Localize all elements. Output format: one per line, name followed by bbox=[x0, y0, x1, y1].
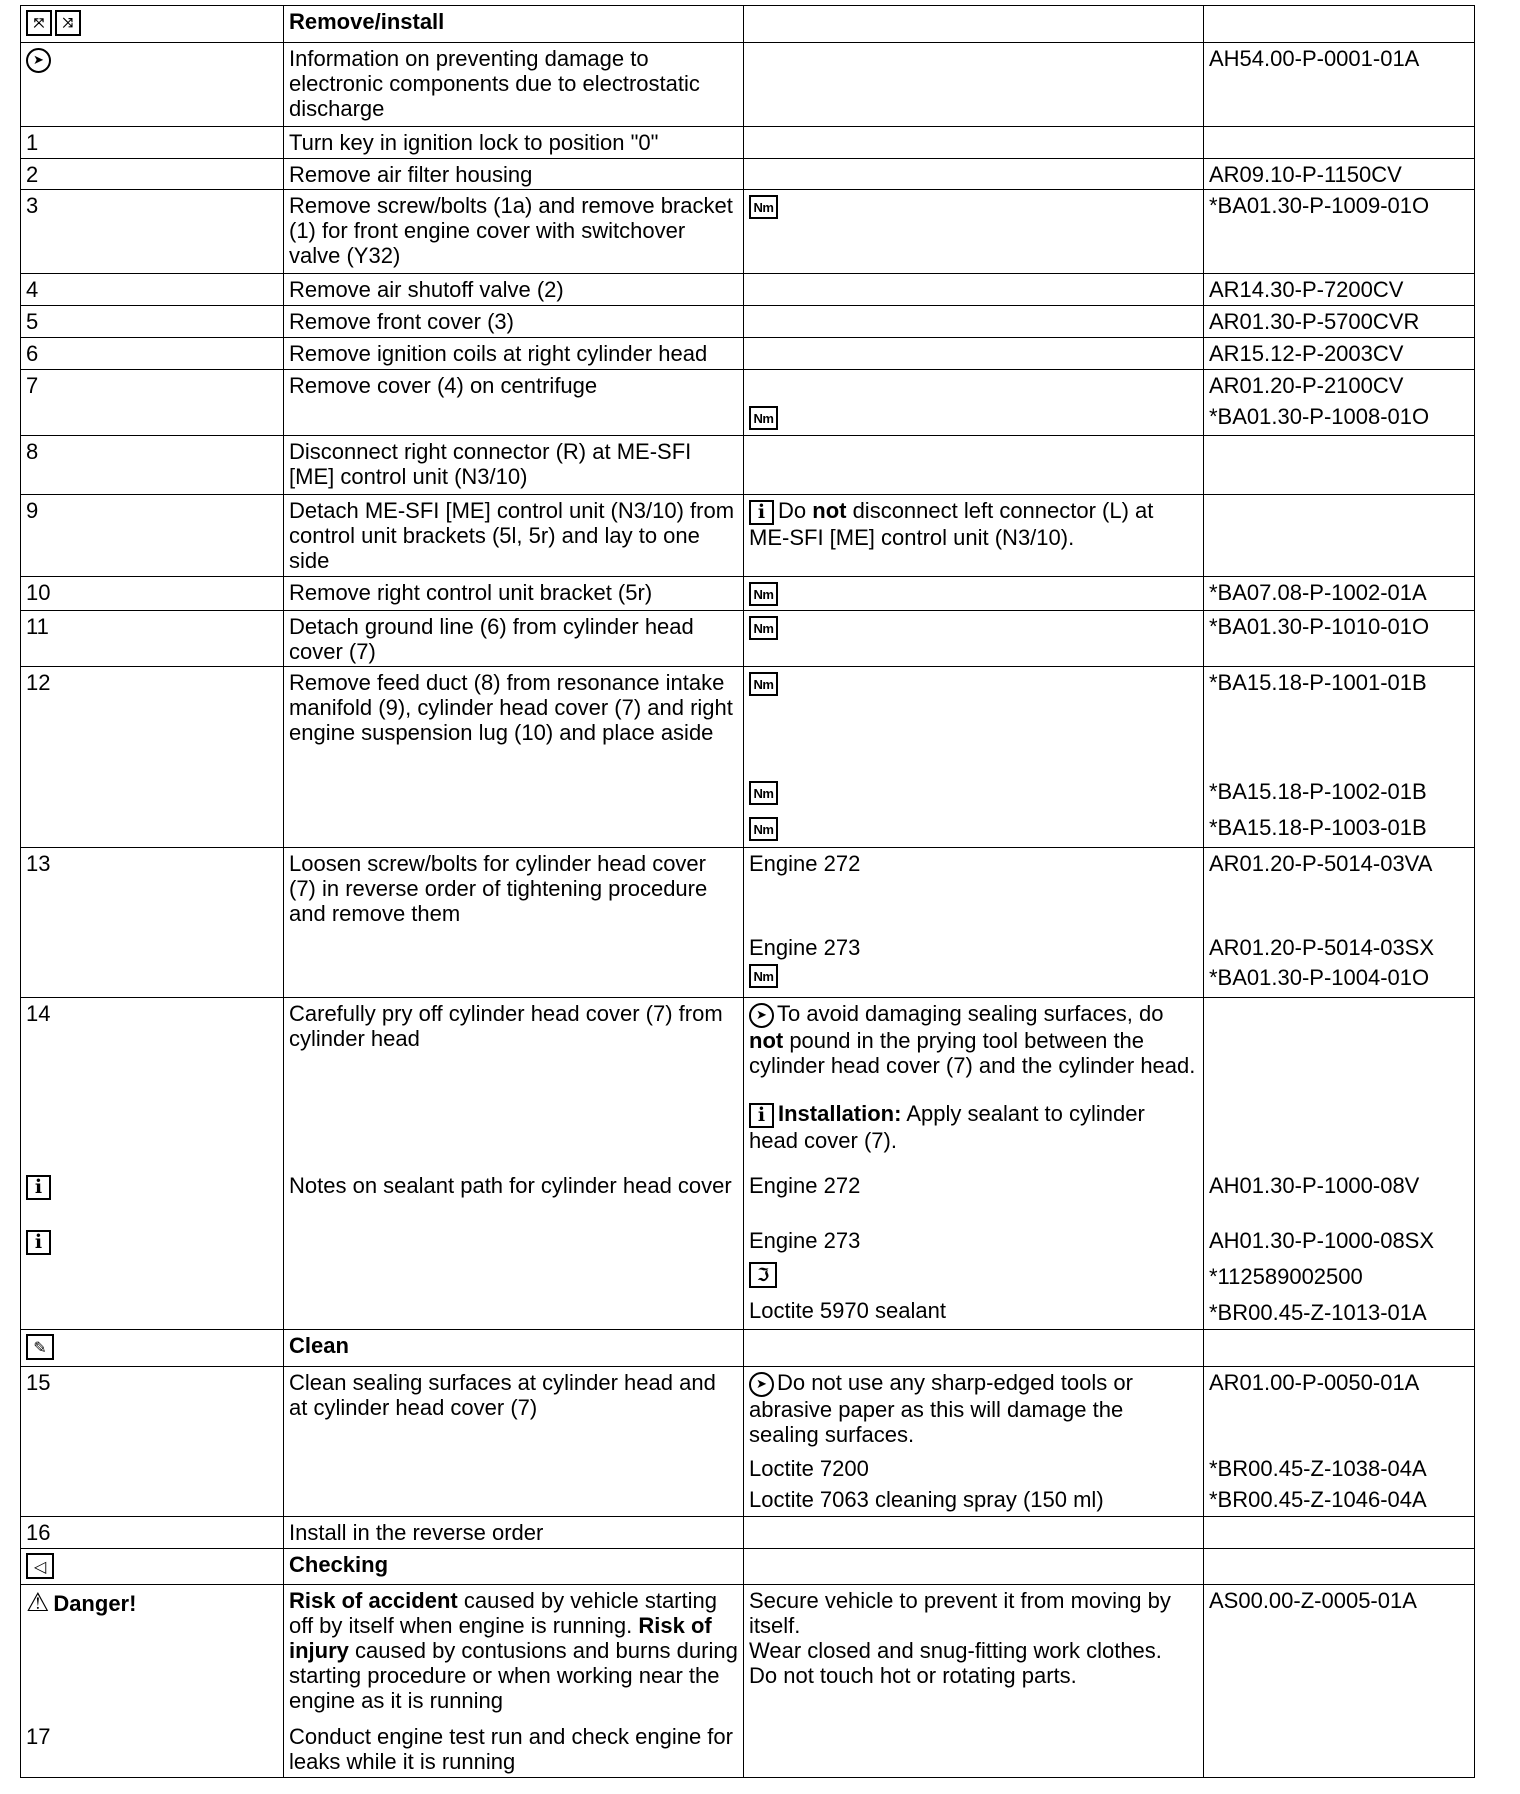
section-title-remove-install: Remove/install bbox=[284, 6, 744, 43]
step-number: 4 bbox=[21, 274, 284, 306]
sealant-label: Loctite 5970 sealant bbox=[749, 1298, 946, 1323]
expand-icon: ⤧ bbox=[26, 10, 52, 36]
torque-icon: Nm bbox=[749, 195, 778, 219]
step-text: Remove right control unit bracket (5r) bbox=[284, 577, 744, 611]
step-number: 9 bbox=[21, 495, 284, 577]
section-title-clean: Clean bbox=[284, 1330, 744, 1367]
step-subtext: Notes on sealant path for cylinder head cover bbox=[289, 1173, 732, 1198]
engine-label: Engine 272 bbox=[749, 1173, 861, 1198]
danger-text: Risk of accident caused by vehicle starting off by itself when engine is running. Risk of injury caused by contusions and burns during starting procedure or when working near the engine as it is running bbox=[289, 1588, 738, 1713]
header-icons bbox=[21, 6, 284, 43]
procedure-table bbox=[20, 5, 1475, 1778]
step-number: 2 bbox=[21, 159, 284, 190]
step-number: 14 bbox=[26, 1001, 51, 1026]
torque-icon: Nm bbox=[749, 406, 778, 430]
table-row bbox=[21, 43, 1475, 127]
reference-link[interactable]: *BA01.30-P-1009-01O bbox=[1204, 190, 1475, 274]
table-row bbox=[21, 1585, 1475, 1778]
step-number: 17 bbox=[26, 1724, 51, 1749]
table-row bbox=[21, 667, 1475, 848]
warning-icon: ⚠ bbox=[26, 1588, 50, 1618]
torque-icon: Nm bbox=[749, 582, 778, 606]
info-icon: i bbox=[749, 1103, 774, 1128]
reference-link[interactable]: AR09.10-P-1150CV bbox=[1204, 159, 1475, 190]
step-text: Turn key in ignition lock to position "0" bbox=[284, 127, 744, 159]
reference-link[interactable]: *BR00.45-Z-1046-04A bbox=[1209, 1487, 1427, 1512]
section-row-clean bbox=[21, 1330, 1475, 1367]
note-icon: ➤ bbox=[749, 1372, 774, 1397]
reference-link[interactable]: *BR00.45-Z-1038-04A bbox=[1209, 1456, 1427, 1481]
reference-link[interactable]: AR14.30-P-7200CV bbox=[1204, 274, 1475, 306]
step-number: 6 bbox=[21, 338, 284, 370]
table-row bbox=[21, 306, 1475, 338]
torque-icon: Nm bbox=[749, 964, 778, 988]
step-number: 16 bbox=[21, 1517, 284, 1549]
section-row-checking bbox=[21, 1549, 1475, 1585]
reference-link[interactable]: *BA01.30-P-1004-01O bbox=[1209, 965, 1430, 990]
table-row bbox=[21, 577, 1475, 611]
step-number: 11 bbox=[21, 611, 284, 667]
special-tool-icon: ℑ bbox=[749, 1262, 777, 1288]
reference-link[interactable]: AH01.30-P-1000-08V bbox=[1209, 1173, 1420, 1198]
reference-link[interactable]: AH01.30-P-1000-08SX bbox=[1209, 1228, 1435, 1253]
info-icon: i bbox=[26, 1175, 51, 1200]
checking-icon: ◁ bbox=[26, 1553, 54, 1579]
table-row bbox=[21, 370, 1475, 436]
table-row bbox=[21, 495, 1475, 577]
step-text: Detach ME-SFI [ME] control unit (N3/10) from control unit brackets (5l, 5r) and lay to one side bbox=[284, 495, 744, 577]
step-number: 12 bbox=[21, 667, 284, 848]
reference-link[interactable]: AR01.20-P-5014-03VA bbox=[1209, 851, 1433, 876]
step-text: Carefully pry off cylinder head cover (7) from cylinder head bbox=[289, 1001, 723, 1051]
step-text: Disconnect right connector (R) at ME-SFI [ME] control unit (N3/10) bbox=[284, 436, 744, 495]
step-number: 10 bbox=[21, 577, 284, 611]
reference-link[interactable]: *BA01.30-P-1008-01O bbox=[1209, 404, 1430, 429]
torque-icon: Nm bbox=[749, 817, 778, 841]
table-row bbox=[21, 159, 1475, 190]
clean-icon: ✎ bbox=[26, 1334, 54, 1360]
engine-label: Engine 273 bbox=[749, 935, 861, 960]
step-number: 3 bbox=[21, 190, 284, 274]
step-text: Remove screw/bolts (1a) and remove bracket (1) for front engine cover with switchover valve (Y32) bbox=[284, 190, 744, 274]
step-number: 15 bbox=[21, 1367, 284, 1517]
step-number: 1 bbox=[21, 127, 284, 159]
reference-link[interactable]: *BA07.08-P-1002-01A bbox=[1204, 577, 1475, 611]
reference-link[interactable]: AR01.20-P-2100CV bbox=[1209, 373, 1404, 398]
material-label: Loctite 7200 bbox=[749, 1456, 869, 1481]
reference-link[interactable]: AR01.20-P-5014-03SX bbox=[1209, 935, 1435, 960]
note-icon: ➤ bbox=[26, 48, 51, 73]
engine-label: Engine 272 bbox=[749, 851, 861, 876]
table-row bbox=[21, 611, 1475, 667]
reference-link[interactable]: AR15.12-P-2003CV bbox=[1204, 338, 1475, 370]
step-text: Remove front cover (3) bbox=[284, 306, 744, 338]
table-row bbox=[21, 998, 1475, 1330]
step-text: Loosen screw/bolts for cylinder head cover (7) in reverse order of tightening procedure and remove them bbox=[284, 848, 744, 998]
reference-link[interactable]: AR01.00-P-0050-01A bbox=[1209, 1370, 1420, 1395]
torque-icon: Nm bbox=[749, 781, 778, 805]
step-note: ➤ To avoid damaging sealing surfaces, do not pound in the prying tool between the cylinder head cover (7) and the cylinder head. bbox=[749, 1001, 1196, 1078]
step-text: Remove feed duct (8) from resonance intake manifold (9), cylinder head cover (7) and right engine suspension lug (10) and place aside bbox=[284, 667, 744, 848]
step-note: i Do not disconnect left connector (L) at ME-SFI [ME] control unit (N3/10). bbox=[744, 495, 1204, 577]
reference-link[interactable]: AH54.00-P-0001-01A bbox=[1204, 43, 1475, 127]
step-text: Clean sealing surfaces at cylinder head and at cylinder head cover (7) bbox=[284, 1367, 744, 1517]
reference-link[interactable]: *BA01.30-P-1010-01O bbox=[1204, 611, 1475, 667]
reference-link[interactable]: *BR00.45-Z-1013-01A bbox=[1209, 1300, 1427, 1325]
reference-link[interactable]: *BA15.18-P-1003-01B bbox=[1209, 815, 1427, 840]
table-row bbox=[21, 127, 1475, 159]
step-number: 13 bbox=[21, 848, 284, 998]
table-row bbox=[21, 436, 1475, 495]
info-icon: i bbox=[749, 500, 774, 525]
reference-link[interactable]: *BA15.18-P-1001-01B bbox=[1209, 670, 1427, 695]
step-text: Install in the reverse order bbox=[284, 1517, 744, 1549]
step-text: Detach ground line (6) from cylinder head cover (7) bbox=[284, 611, 744, 667]
step-note: ➤ Do not use any sharp-edged tools or abrasive paper as this will damage the sealing surfaces. bbox=[749, 1370, 1133, 1447]
header-row bbox=[21, 6, 1475, 43]
table-row bbox=[21, 274, 1475, 306]
collapse-icon: ⤨ bbox=[55, 10, 81, 36]
danger-note: Secure vehicle to prevent it from moving by itself. Wear closed and snug-fitting work clothes. Do not touch hot or rotating parts. bbox=[744, 1585, 1204, 1778]
table-row bbox=[21, 338, 1475, 370]
danger-label: ⚠ Danger! bbox=[26, 1588, 137, 1618]
step-number: 8 bbox=[21, 436, 284, 495]
material-label: Loctite 7063 cleaning spray (150 ml) bbox=[749, 1487, 1104, 1512]
reference-link[interactable]: AS00.00-Z-0005-01A bbox=[1204, 1585, 1475, 1778]
reference-link[interactable]: *BA15.18-P-1002-01B bbox=[1209, 779, 1427, 804]
engine-label: Engine 273 bbox=[749, 1228, 861, 1253]
step-text: Remove cover (4) on centrifuge bbox=[284, 370, 744, 436]
table-row bbox=[21, 1517, 1475, 1549]
step-text: Remove air filter housing bbox=[284, 159, 744, 190]
table-row bbox=[21, 190, 1475, 274]
step-text: Remove ignition coils at right cylinder head bbox=[284, 338, 744, 370]
reference-link[interactable]: AR01.30-P-5700CVR bbox=[1204, 306, 1475, 338]
info-icon: i bbox=[26, 1230, 51, 1255]
section-title-checking: Checking bbox=[284, 1549, 744, 1585]
table-row bbox=[21, 848, 1475, 998]
step-number: 5 bbox=[21, 306, 284, 338]
installation-note: i Installation: Apply sealant to cylinder head cover (7). bbox=[749, 1101, 1145, 1153]
reference-link[interactable]: *112589002500 bbox=[1209, 1264, 1363, 1289]
step-text: Information on preventing damage to electronic components due to electrostatic discharge bbox=[284, 43, 744, 127]
note-icon: ➤ bbox=[749, 1003, 774, 1028]
step-text: Remove air shutoff valve (2) bbox=[284, 274, 744, 306]
step-text: Conduct engine test run and check engine for leaks while it is running bbox=[289, 1724, 733, 1774]
torque-icon: Nm bbox=[749, 616, 778, 640]
torque-icon: Nm bbox=[749, 672, 778, 696]
table-row bbox=[21, 1367, 1475, 1517]
step-number: 7 bbox=[21, 370, 284, 436]
